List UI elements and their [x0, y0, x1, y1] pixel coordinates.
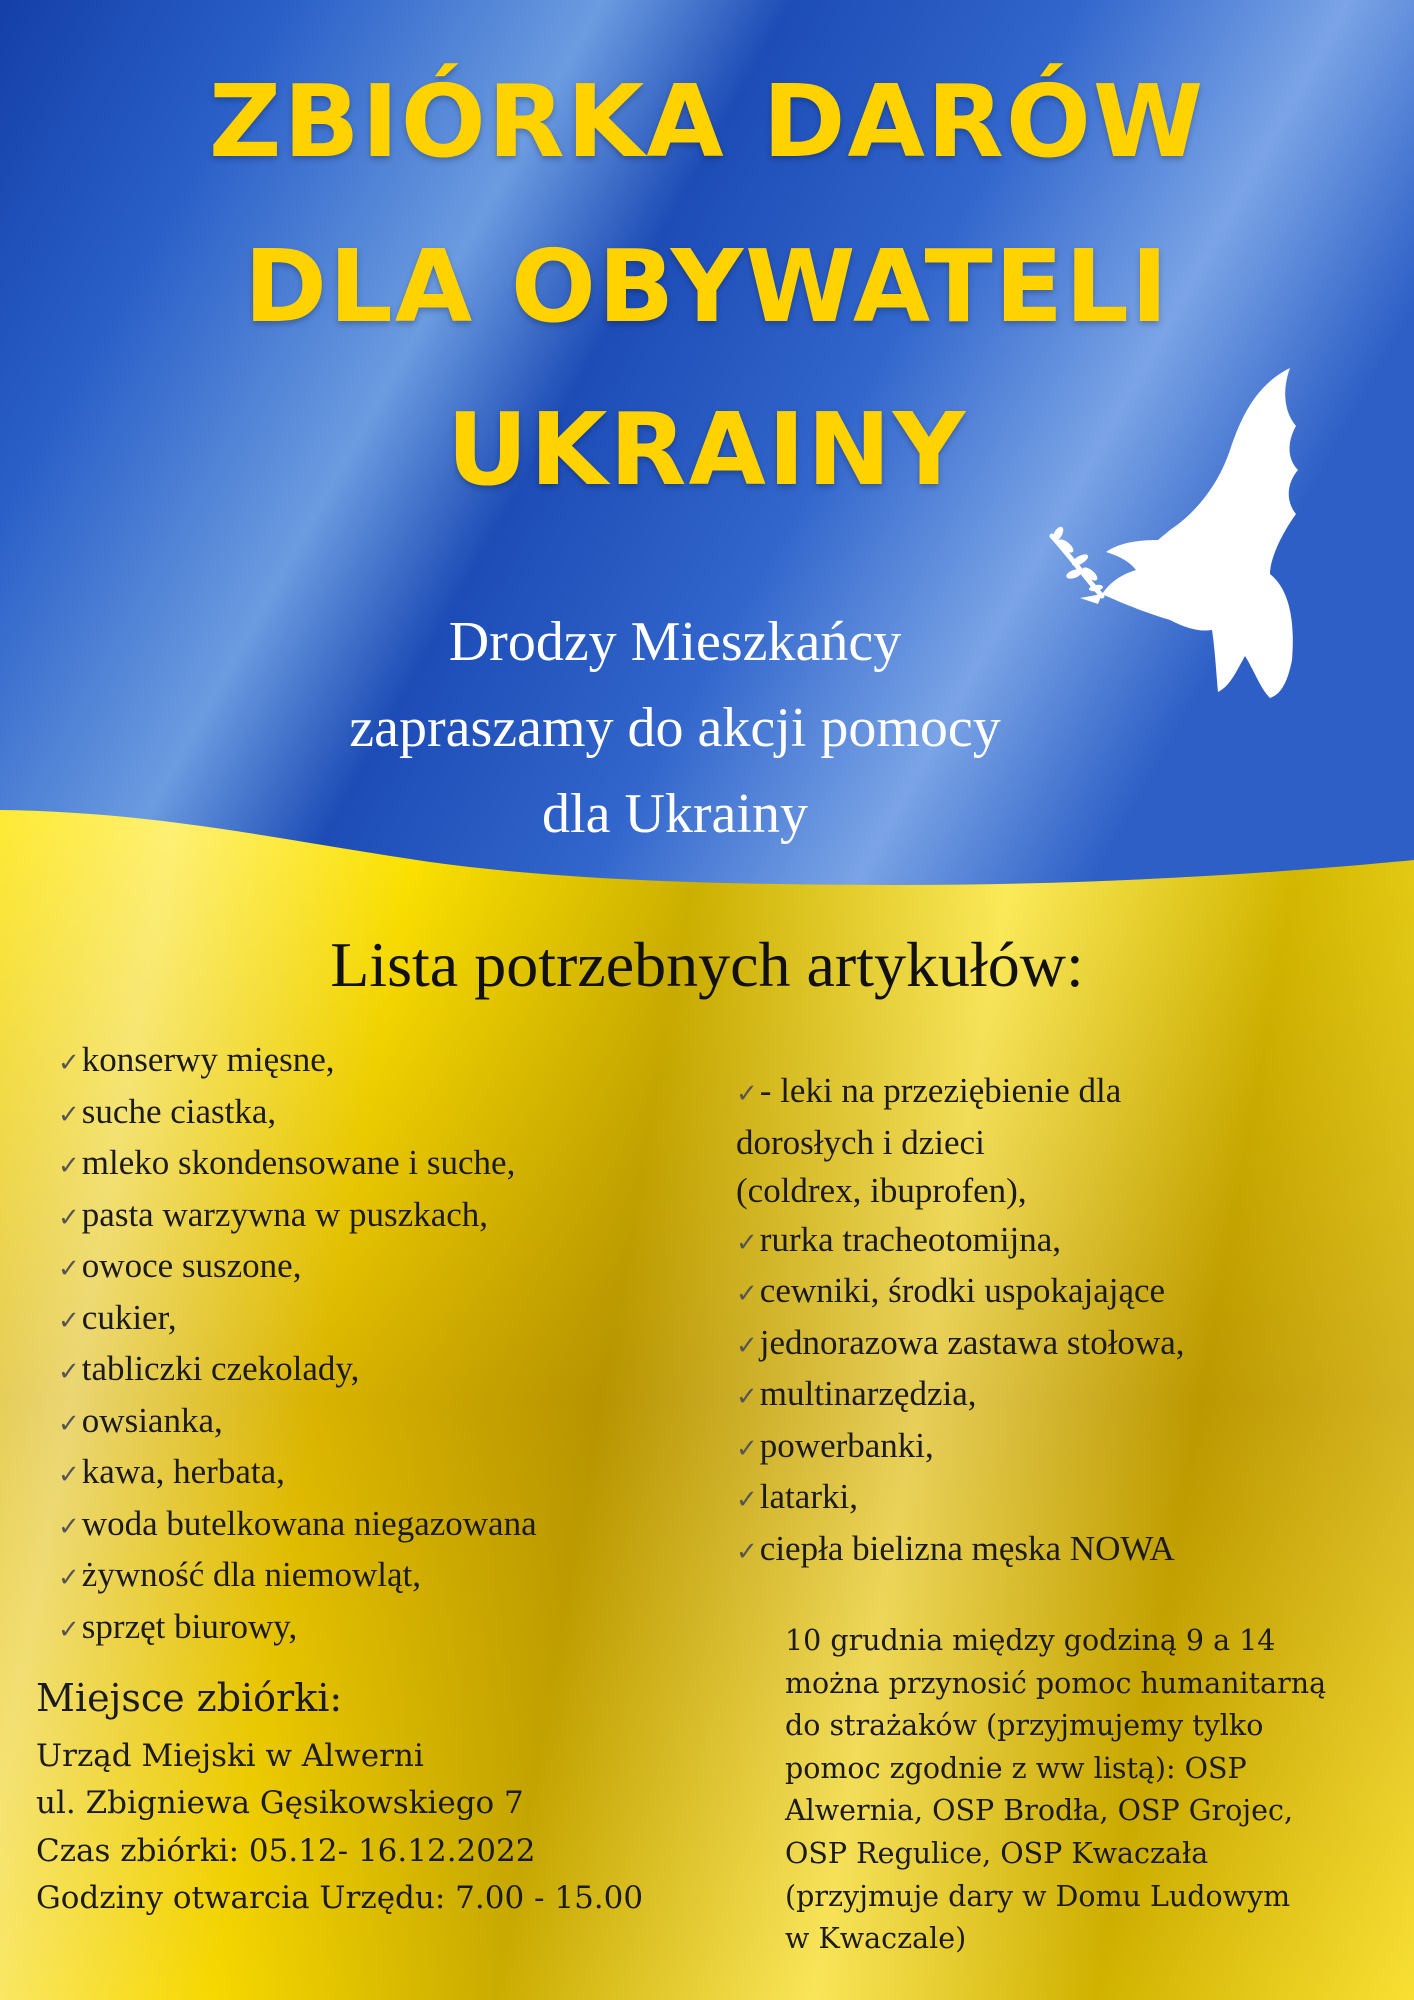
- check-icon: ✓: [736, 1279, 758, 1309]
- title-line-3: UKRAINY: [446, 391, 968, 508]
- note-line: do strażaków (przyjmujemy tylko: [785, 1709, 1264, 1743]
- check-icon: ✓: [58, 1408, 80, 1439]
- list-item: [736, 1216, 1184, 1268]
- intro-line-3: dla Ukrainy: [542, 783, 808, 845]
- check-icon: ✓: [736, 1382, 758, 1412]
- list-item: [58, 1088, 537, 1140]
- item-label: kawa, herbata,: [81, 1452, 285, 1491]
- item-label: jednorazowa zastawa stołowa,: [759, 1322, 1185, 1362]
- list-item: [58, 1500, 537, 1552]
- check-icon: ✓: [736, 1536, 758, 1567]
- item-label: latarki,: [759, 1477, 858, 1516]
- check-icon: ✓: [736, 1433, 758, 1464]
- items-list-right: [736, 1067, 1184, 1576]
- item-label: żywność dla niemowląt,: [81, 1555, 422, 1594]
- title-line-1: ZBIÓRKA DARÓW: [208, 63, 1206, 180]
- note-line: OSP Regulice, OSP Kwaczała: [785, 1836, 1209, 1870]
- note-line: można przynosić pomoc humanitarną: [785, 1666, 1327, 1700]
- item-label: owsianka,: [81, 1400, 223, 1440]
- check-icon: ✓: [58, 1511, 80, 1542]
- item-label: powerbanki,: [759, 1425, 934, 1465]
- item-label: tabliczki czekolady,: [81, 1349, 360, 1388]
- item-label: sprzęt biurowy,: [81, 1606, 298, 1646]
- note-line: Alwernia, OSP Brodła, OSP Grojec,: [785, 1794, 1294, 1828]
- list-item: [736, 1473, 1184, 1525]
- list-item: [58, 1242, 537, 1294]
- check-icon: ✓: [736, 1227, 758, 1258]
- check-icon: ✓: [58, 1202, 80, 1233]
- check-icon: ✓: [58, 1254, 80, 1284]
- check-icon: ✓: [58, 1357, 80, 1387]
- item-label: mleko skondensowane i suche,: [81, 1143, 516, 1182]
- list-item: [58, 1448, 537, 1500]
- check-icon: ✓: [58, 1305, 80, 1336]
- list-item: [58, 1345, 537, 1397]
- check-icon: ✓: [736, 1330, 758, 1361]
- fire-brigade-note: [785, 1620, 1405, 1961]
- note-line: pomoc zgodnie z ww listą): OSP: [785, 1751, 1247, 1785]
- item-label: konserwy mięsne,: [81, 1040, 335, 1079]
- note-line: (przyjmuje dary w Domu Ludowym: [785, 1879, 1291, 1913]
- item-label: cukier,: [81, 1297, 177, 1337]
- item-label: cewniki, środki uspokajające: [759, 1271, 1166, 1310]
- check-icon: ✓: [58, 1614, 80, 1645]
- intro-line-2: zapraszamy do akcji pomocy: [349, 697, 1001, 759]
- items-list-left: [58, 1036, 537, 1654]
- list-item: [736, 1319, 1184, 1371]
- item-label: suche ciastka,: [81, 1091, 277, 1131]
- list-item-continuation: (coldrex, ibuprofen),: [736, 1171, 1027, 1210]
- list-item: [736, 1267, 1184, 1319]
- note-line: w Kwaczale): [785, 1922, 967, 1956]
- note-line: 10 grudnia między godziną 9 a 14: [785, 1624, 1276, 1657]
- item-label: ciepła bielizna męska NOWA: [759, 1528, 1175, 1568]
- check-icon: ✓: [736, 1079, 758, 1109]
- check-icon: ✓: [736, 1485, 758, 1515]
- intro-line-1: Drodzy Mieszkańcy: [448, 611, 902, 673]
- place-address: ul. Zbigniewa Gęsikowskiego 7: [36, 1785, 524, 1821]
- item-label: - leki na przeziębienie dla: [759, 1071, 1122, 1110]
- item-label: pasta warzywna w puszkach,: [81, 1194, 489, 1234]
- check-icon: ✓: [58, 1460, 80, 1490]
- place-heading: Miejsce zbiórki:: [36, 1676, 343, 1720]
- place-office: Urząd Miejski w Alwerni: [36, 1738, 424, 1774]
- list-item: [58, 1603, 537, 1655]
- list-item: [58, 1036, 537, 1088]
- list-item: [58, 1139, 537, 1191]
- check-icon: ✓: [58, 1048, 80, 1078]
- collection-dates: Czas zbiórki: 05.12- 16.12.2022: [36, 1833, 536, 1869]
- check-icon: ✓: [58, 1151, 80, 1181]
- item-label: multinarzędzia,: [759, 1374, 977, 1413]
- list-item: [736, 1525, 1184, 1577]
- check-icon: ✓: [58, 1099, 80, 1130]
- list-item: [736, 1067, 1184, 1119]
- list-item: [58, 1397, 537, 1449]
- list-item: [58, 1294, 537, 1346]
- item-label: rurka tracheotomijna,: [759, 1219, 1062, 1259]
- item-label: woda butelkowana niegazowana: [81, 1503, 537, 1543]
- title-line-2: DLA OBYWATELI: [244, 228, 1170, 345]
- check-icon: ✓: [58, 1563, 80, 1593]
- list-item: [58, 1551, 537, 1603]
- list-heading: Lista potrzebnych artykułów:: [330, 929, 1084, 1000]
- office-hours: Godziny otwarcia Urzędu: 7.00 - 15.00: [36, 1880, 644, 1916]
- list-item: [58, 1191, 537, 1243]
- list-item: [736, 1422, 1184, 1474]
- list-item-continuation: dorosłych i dzieci: [736, 1122, 985, 1162]
- list-item: [736, 1370, 1184, 1422]
- item-label: owoce suszone,: [81, 1246, 302, 1285]
